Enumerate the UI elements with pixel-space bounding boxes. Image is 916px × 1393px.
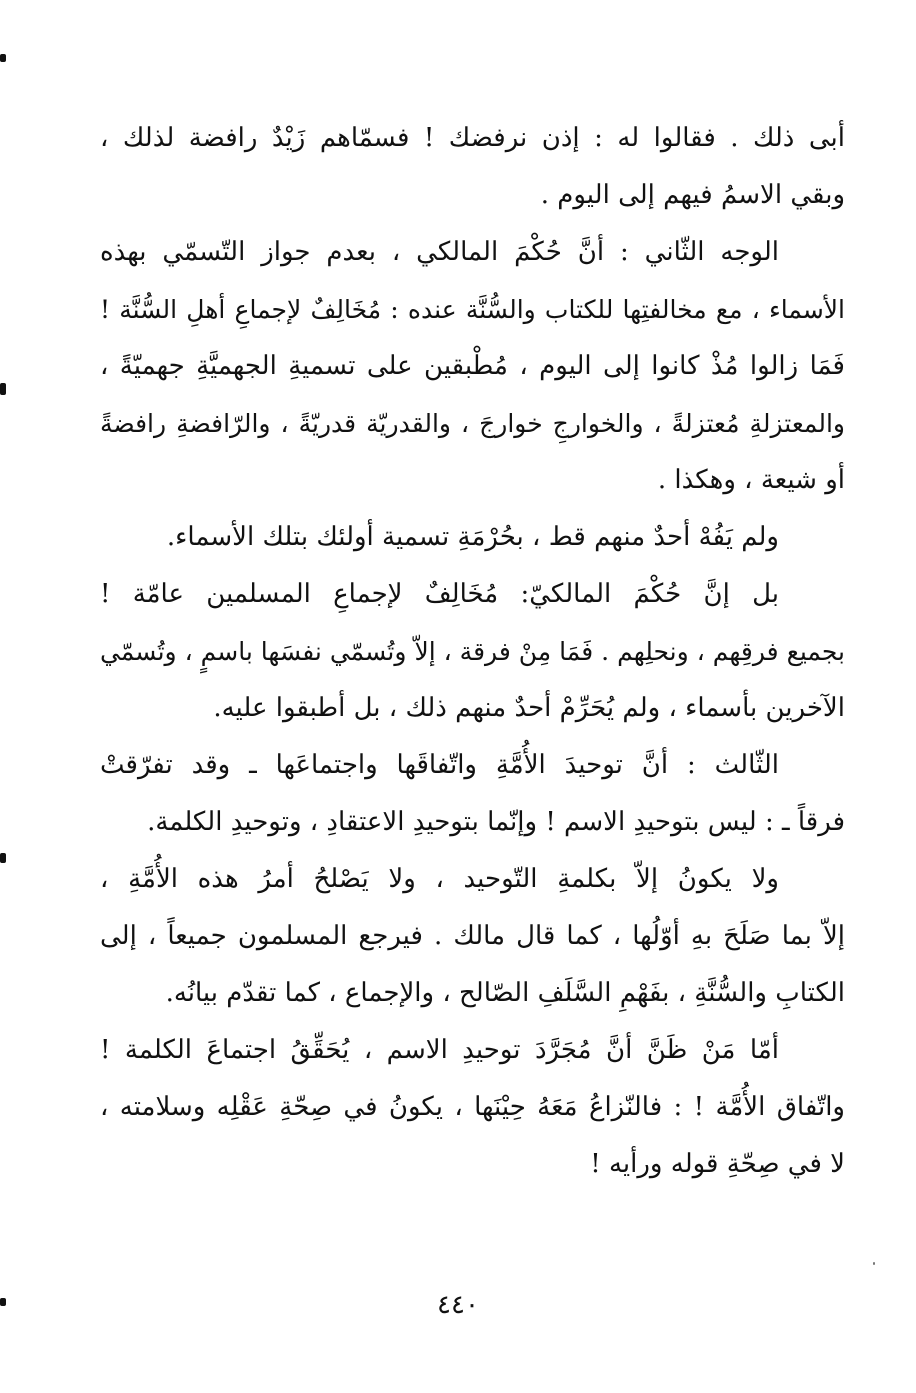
text-line: الآخرين بأسماء ، ولم يُحَرِّمْ أحدٌ منهم ذلك ، بل أطبقوا عليه. <box>213 693 845 723</box>
body-text <box>100 110 845 1193</box>
text-line: أو شيعة ، وهكذا . <box>657 465 845 495</box>
text-line: بل إنَّ حُكْمَ المالكيّ: مُخَالِفٌ لإجماعِ المسلمين عامّة ! <box>100 579 779 609</box>
page-number: ٤٤٠ <box>437 1290 479 1320</box>
scan-artifact <box>873 1262 875 1265</box>
text-line: فرقاً ـ : ليس بتوحيدِ الاسم ! وإنّما بتوحيدِ الاعتقادِ ، وتوحيدِ الكلمة. <box>147 807 845 837</box>
text-line: إلاّ بما صَلَحَ بهِ أوّلُها ، كما قال مالك . فيرجع المسلمون جميعاً ، إلى <box>100 921 845 951</box>
text-line: أبى ذلك . فقالوا له : إذن نرفضك ! فسمّاهم زَيْدٌ رافضة لذلك ، <box>100 123 845 153</box>
text-line: فَمَا زالوا مُذْ كانوا إلى اليوم ، مُطْبقين على تسميةِ الجهميَّةِ جهميّةً ، <box>100 351 845 381</box>
scan-artifact <box>0 1298 6 1306</box>
text-line: وبقي الاسمُ فيهم إلى اليوم . <box>540 180 845 210</box>
text-line: بجميع فرقِهم ، ونحلِهم . فَمَا مِنْ فرقة ، إلاّ وتُسمّي نفسَها باسمٍ ، وتُسمّي <box>100 637 845 666</box>
text-line: لا في صِحّةِ قوله ورأيه ! <box>590 1149 845 1179</box>
text-line: الكتابِ والسُّنَّةِ ، بفَهْمِ السَّلَفِ الصّالح ، والإجماع ، كما تقدّم بيانُه. <box>165 978 845 1008</box>
text-line: أمّا مَنْ ظَنَّ أنَّ مُجَرَّدَ توحيدِ الاسم ، يُحَقِّقُ اجتماعَ الكلمة ! <box>100 1035 779 1065</box>
text-line: الثّالث : أنَّ توحيدَ الأُمَّةِ واتّفاقَها واجتماعَها ـ وقد تفرّقتْ <box>100 750 779 780</box>
text-line: ولا يكونُ إلاّ بكلمةِ التّوحيد ، ولا يَصْلحُ أمرُ هذه الأُمَّةِ ، <box>100 864 779 894</box>
text-line: الأسماء ، مع مخالفتِها للكتاب والسُّنَّة عنده : مُخَالِفٌ لإجماعِ أهلِ السُّنَّة ! <box>100 295 845 324</box>
text-line: ولم يَفُهْ أحدٌ منهم قط ، بحُرْمَةِ تسمية أولئك بتلك الأسماء. <box>166 522 779 552</box>
text-line: والمعتزلةِ مُعتزلةً ، والخوارجِ خوارجَ ، والقدريّة قدريّةً ، والرّافضةِ رافضةً <box>100 409 845 438</box>
scan-artifact <box>0 383 6 395</box>
scan-artifact <box>0 853 6 863</box>
text-line: واتّفاق الأُمَّة ! : فالنّزاعُ مَعَهُ حِيْنَها ، يكونُ في صِحّةِ عَقْلِه وسلامته ، <box>100 1092 845 1122</box>
scan-artifact <box>0 54 6 62</box>
text-line: الوجه الثّاني : أنَّ حُكْمَ المالكي ، بعدم جواز التّسمّي بهذه <box>100 237 779 267</box>
